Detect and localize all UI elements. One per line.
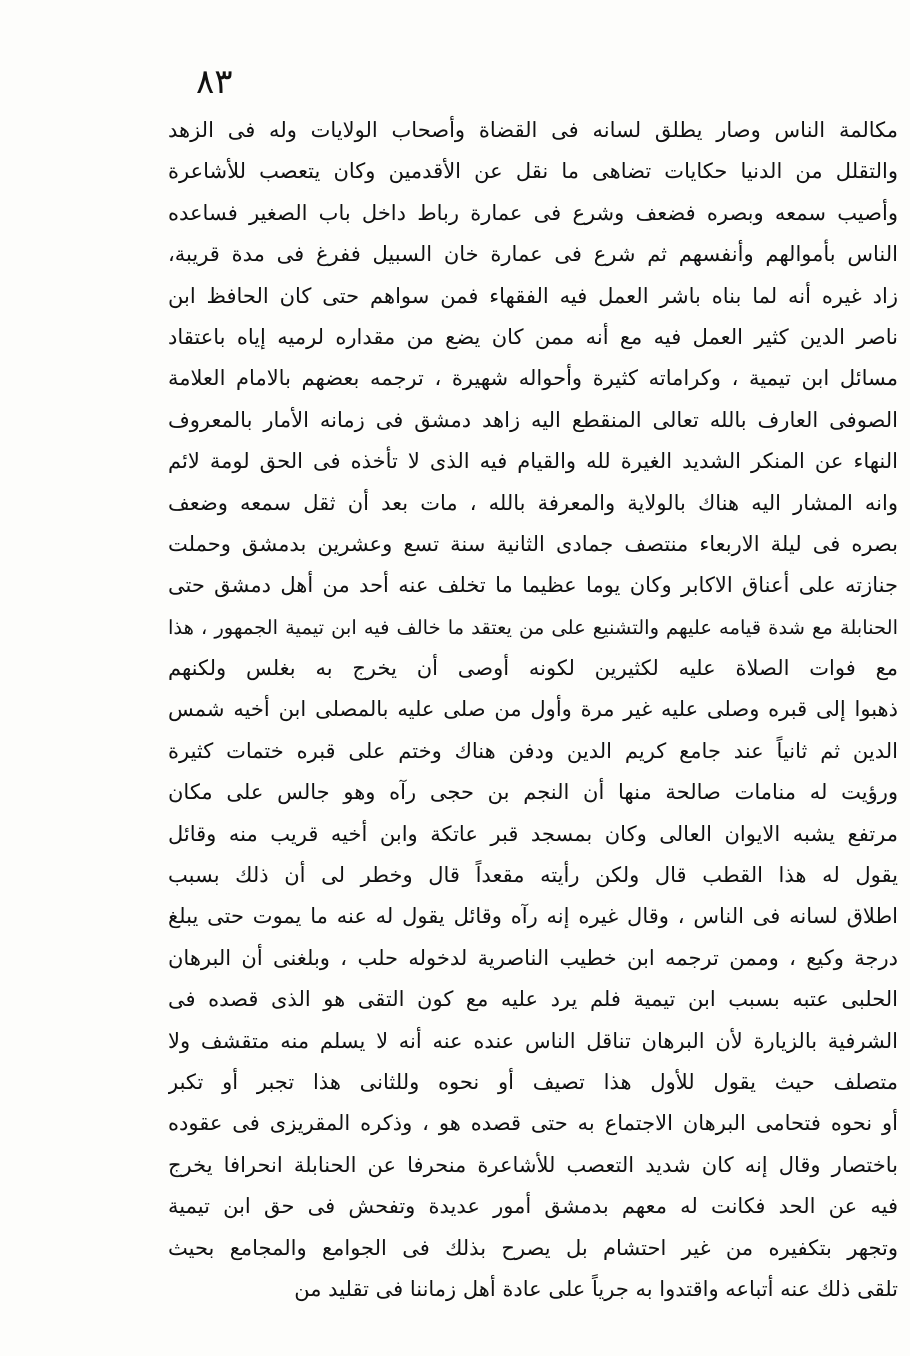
text-line: والتقلل من الدنيا حكايات تضاهى ما نقل عن الأقدمين وكان يتعصب للأشاعرة [168,159,898,184]
body-text [168,110,898,1310]
text-line: فيه عن الحد فكانت له معهم بدمشق أمور عديدة وتفحش فى حق ابن تيمية [168,1194,898,1219]
text-line: الناس بأموالهم وأنفسهم ثم شرع فى عمارة خان السبيل ففرغ فى مدة قريبة، [168,242,898,267]
text-line: أو نحوه فتحامى البرهان الاجتماع به حتى قصده هو ، وذكره المقريزى فى عقوده [168,1111,898,1136]
text-line: الدين ثم ثانياً عند جامع كريم الدين ودفن هناك وختم على قبره ختمات كثيرة [168,738,898,763]
text-line: متصلف حيث يقول للأول هذا تصيف أو نحوه وللثانى هذا تجبر أو تكبر [168,1069,898,1094]
text-line: ذهبوا إلى قبره وصلى عليه غير مرة وأول من صلى عليه بالمصلى ابن أخيه شمس [168,697,898,722]
page-number: ٨٣ [196,62,233,102]
text-line: مع فوات الصلاة عليه لكثيرين لكونه أوصى أن يخرج به بغلس ولكنهم [168,656,898,681]
text-line: وانه المشار اليه هناك بالولاية والمعرفة بالله ، مات بعد أن ثقل سمعه وضعف [168,490,898,515]
text-line: جنازته على أعناق الاكابر وكان يوما عظيما ما تخلف عنه أحد من أهل دمشق حتى [168,573,898,598]
text-line: بصره فى ليلة الاربعاء منتصف جمادى الثانية سنة تسع وعشرين بدمشق وحملت [168,531,898,556]
text-line: يقول له هذا القطب قال ولكن رأيته مقعداً قال وخطر لى أن ذلك بسبب [168,863,898,888]
text-line: وتجهر بتكفيره من غير احتشام بل يصرح بذلك فى الجوامع والمجامع بحيث [168,1235,898,1260]
text-line-last: تلقى ذلك عنه أتباعه واقتدوا به جرياً على عادة أهل زماننا فى تقليد من [294,1276,898,1301]
text-line: الحنابلة مع شدة قيامه عليهم والتشنيع على من يعتقد ما خالف فيه ابن تيمية الجمهور ، هذا [168,615,898,639]
text-line: ورؤيت له منامات صالحة منها أن النجم بن حجى رآه وهو جالس على مكان [168,780,898,805]
text-line: الحلبى عتبه بسبب ابن تيمية فلم يرد عليه مع كون التقى هو الذى قصده فى [168,987,898,1012]
text-line: النهاء عن المنكر الشديد الغيرة لله والقيام فيه الذى لا تأخذه فى الحق لومة لائم [168,449,898,474]
text-line: زاد غيره أنه لما بناه باشر العمل فيه الفقهاء فمن سواهم حتى كان الحافظ ابن [168,283,898,308]
text-line: الصوفى العارف بالله تعالى المنقطع اليه زاهد دمشق فى زمانه الأمار بالمعروف [168,407,898,432]
text-line: مرتفع يشبه الايوان العالى وكان بمسجد قبر عاتكة وابن أخيه قريب منه وقائل [168,821,898,846]
text-line: وأصيب سمعه وبصره فضعف وشرع فى عمارة رباط داخل باب الصغير فساعده [168,200,898,225]
text-line: مسائل ابن تيمية ، وكراماته كثيرة وأحواله شهيرة ، ترجمه بعضهم بالامام العلامة [168,366,898,391]
text-line: ناصر الدين كثير العمل فيه مع أنه ممن كان يضع من مقداره لرميه إياه باعتقاد [168,324,898,349]
text-line: مكالمة الناس وصار يطلق لسانه فى القضاة وأصحاب الولايات وله فى الزهد [168,118,898,142]
text-line: باختصار وقال إنه كان شديد التعصب للأشاعرة منحرفا عن الحنابلة انحرافا يخرج [168,1152,898,1177]
text-line: الشرفية بالزيارة لأن البرهان تناقل الناس عنده عنه أنه لا يسلم منه متقشف ولا [168,1028,898,1053]
text-line: اطلاق لسانه فى الناس ، وقال غيره إنه رآه وقائل يقول له عنه ما يموت حتى يبلغ [168,904,898,929]
text-line: درجة وكيع ، وممن ترجمه ابن خطيب الناصرية لدخوله حلب ، وبلغنى أن البرهان [168,945,898,970]
